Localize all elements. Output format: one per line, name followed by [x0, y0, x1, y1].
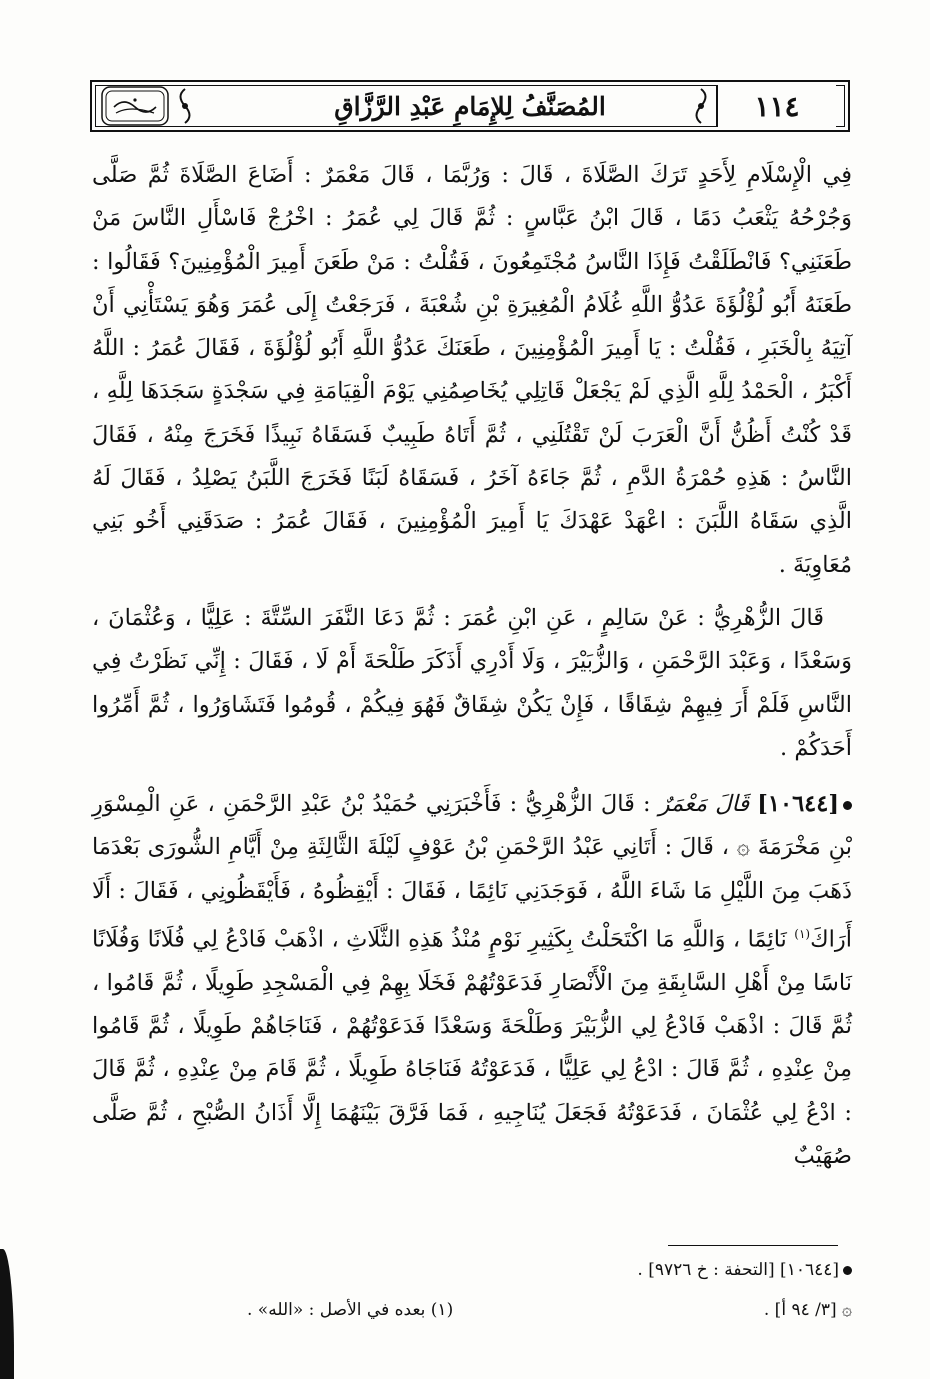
footnote-text: [١٠٦٤٤] [التحفة : خ ٩٧٢٦] .	[637, 1260, 839, 1280]
bullet-icon	[843, 1266, 852, 1275]
footnote-text: ۞ [٣/ ٩٤ أ] .	[763, 1300, 852, 1320]
paragraph: فِي الْإِسْلَامِ لِأَحَدٍ تَرَكَ الصَّلَاةَ ، قَالَ : وَرُبَّمَا ، قَالَ مَعْمَرٌ : أَضَاعَ الصَّلَاةَ ثُمَّ صَلَّى وَجُرْحُهُ يَثْعَبُ دَمًا ، قَالَ ابْنُ عَبَّاسٍ : ثُمَّ قَالَ لِي عُمَرُ : اخْرُجْ فَاسْأَلِ النَّاسَ مَنْ طَعَنَنِي؟ فَانْطَلَقْتُ فَإِذَا النَّاسُ مُجْتَمِعُونَ ، فَقُلْتُ : مَنْ طَعَنَ أَمِيرَ الْمُؤْمِنِينَ؟ فَقَالُوا : طَعَنَهُ أَبُو لُؤْلُؤَةَ عَدُوُّ اللَّهِ غُلَامُ الْمُغِيرَةِ بْنِ شُعْبَةَ ، فَرَجَعْتُ إِلَى عُمَرَ وَهُوَ يَسْتَأْنِي أَنْ آتِيَهُ بِالْخَبَرِ ، فَقُلْتُ : يَا أَمِيرَ الْمُؤْمِنِينَ ، طَعَنَكَ عَدُوُّ اللَّهِ أَبُو لُؤْلُؤَةَ ، فَقَالَ عُمَرُ : اللَّهُ أَكْبَرُ ، الْحَمْدُ لِلَّهِ الَّذِي لَمْ يَجْعَلْ قَاتِلِي يُخَاصِمُنِي يَوْمَ الْقِيَامَةِ فِي سَجْدَةٍ سَجَدَهَا لِلَّهِ ، قَدْ كُنْتُ أَظُنُّ أَنَّ الْعَرَبَ لَنْ تَقْتُلَنِي ، ثُمَّ أَتَاهُ طَبِيبٌ فَسَقَاهُ نَبِيذًا فَخَرَجَ مِنْهُ ، فَقَالَ النَّاسُ : هَذِهِ حُمْرَةُ الدَّمِ ، ثُمَّ جَاءَهُ آخَرُ ، فَسَقَاهُ لَبَنًا فَخَرَجَ اللَّبَنُ يَصْلِدُ ، فَقَالَ لَهُ الَّذِي سَقَاهُ اللَّبَنَ : اعْهَدْ عَهْدَكَ يَا أَمِيرَ الْمُؤْمِنِينَ ، فَقَالَ عُمَرُ : صَدَقَنِي أَخُو بَنِي مُعَاوِيَةَ .	[92, 162, 852, 578]
book-title: المُصَنَّفُ لِلإِمَامِ عَبْدِ الرَّزَّاقِ	[334, 91, 606, 121]
footnote-line	[92, 1290, 852, 1330]
bullet-icon	[843, 801, 852, 810]
footnotes	[92, 1250, 852, 1330]
book-seal-logo	[100, 85, 170, 127]
footnote-marker: (١)	[794, 927, 811, 942]
page-edge-shadow	[0, 1249, 14, 1379]
running-header	[90, 80, 850, 132]
footnote-line	[92, 1250, 852, 1290]
hadith-paragraph	[92, 783, 852, 1178]
narrator: قَالَ مَعْمَرٌ	[658, 791, 750, 818]
page-number: ١١٤	[716, 85, 836, 127]
paragraph: قَالَ الزُّهْرِيُّ : عَنْ سَالِمٍ ، عَنِ ابْنِ عُمَرَ : ثُمَّ دَعَا النَّفَرَ السِّتَّةَ : عَلِيًّا ، وَعُثْمَانَ ، وَسَعْدًا ، وَعَبْدَ الرَّحْمَنِ ، وَالزُّبَيْرَ ، وَلَا أَدْرِي أَذَكَرَ طَلْحَةَ أَمْ لَا ، فَقَالَ : إِنِّي نَظَرْتُ فِي النَّاسِ فَلَمْ أَرَ فِيهِمْ شِقَاقًا ، فَإِنْ يَكُنْ شِقَاقٌ فَهُوَ فِيكُمْ ، قُومُوا فَتَشَاوَرُوا ، ثُمَّ أَمِّرُوا أَحَدَكُمْ .	[92, 604, 852, 761]
footnote-divider	[668, 1245, 838, 1246]
paragraph-text: نَائِمًا ، وَاللَّهِ مَا اكْتَحَلْتُ بِكَثِيرِ نَوْمٍ مُنْذُ هَذِهِ الثَّلَاثِ ، اذْهَبْ فَادْعُ لِي فُلَانًا وَفُلَانًا نَاسًا مِنْ أَهْلِ السَّابِقَةِ مِنَ الْأَنْصَارِ فَدَعَوْتُهُمْ فَخَلَا بِهِمْ فِي الْمَسْجِدِ طَوِيلًا ، ثُمَّ قَامُوا ، ثُمَّ قَالَ : اذْهَبْ فَادْعُ لِي الزُّبَيْرَ وَطَلْحَةَ وَسَعْدًا فَدَعَوْتُهُمْ ، فَنَاجَاهُمْ طَوِيلًا ، ثُمَّ قَامُوا مِنْ عِنْدِهِ ، ثُمَّ قَالَ : ادْعُ لِي عَلِيًّا ، فَدَعَوْتُهُ فَنَاجَاهُ طَوِيلًا ، ثُمَّ قَامَ مِنْ عِنْدِهِ ، ثُمَّ قَالَ : ادْعُ لِي عُثْمَانَ ، فَدَعَوْتُهُ فَجَعَلَ يُنَاجِيهِ ، فَمَا فَرَّقَ بَيْنَهُمَا إِلَّا أَذَانُ الصُّبْحِ ، ثُمَّ صَلَّى صُهَيْبٌ	[92, 926, 852, 1170]
ornament-icon	[172, 85, 198, 127]
main-text	[92, 154, 852, 1178]
footnote-text: (١) بعده في الأصل : «الله» .	[247, 1300, 454, 1320]
paragraph-text: : قَالَ الزُّهْرِيُّ : فَأَخْبَرَنِي حُمَيْدُ بْنُ عَبْدِ الرَّحْمَنِ ، عَنِ الْمِسْوَرِ بْنِ مَخْرَمَةَ ۞ ، قَالَ : أَتَانِي عَبْدُ الرَّحْمَنِ بْنُ عَوْفٍ لَيْلَةَ الثَّالِثَةِ مِنْ أَيَّامِ الشُّورَى بَعْدَمَا ذَهَبَ مِنَ اللَّيْلِ مَا شَاءَ اللَّهُ ، فَوَجَدَنِي نَائِمًا ، فَقَالَ : أَيْقِظُوهُ ، فَأَيْقَظُونِي ، فَقَالَ : أَلَا أَرَاكَ	[92, 791, 853, 953]
hadith-number: [١٠٦٤٤]	[757, 791, 839, 818]
